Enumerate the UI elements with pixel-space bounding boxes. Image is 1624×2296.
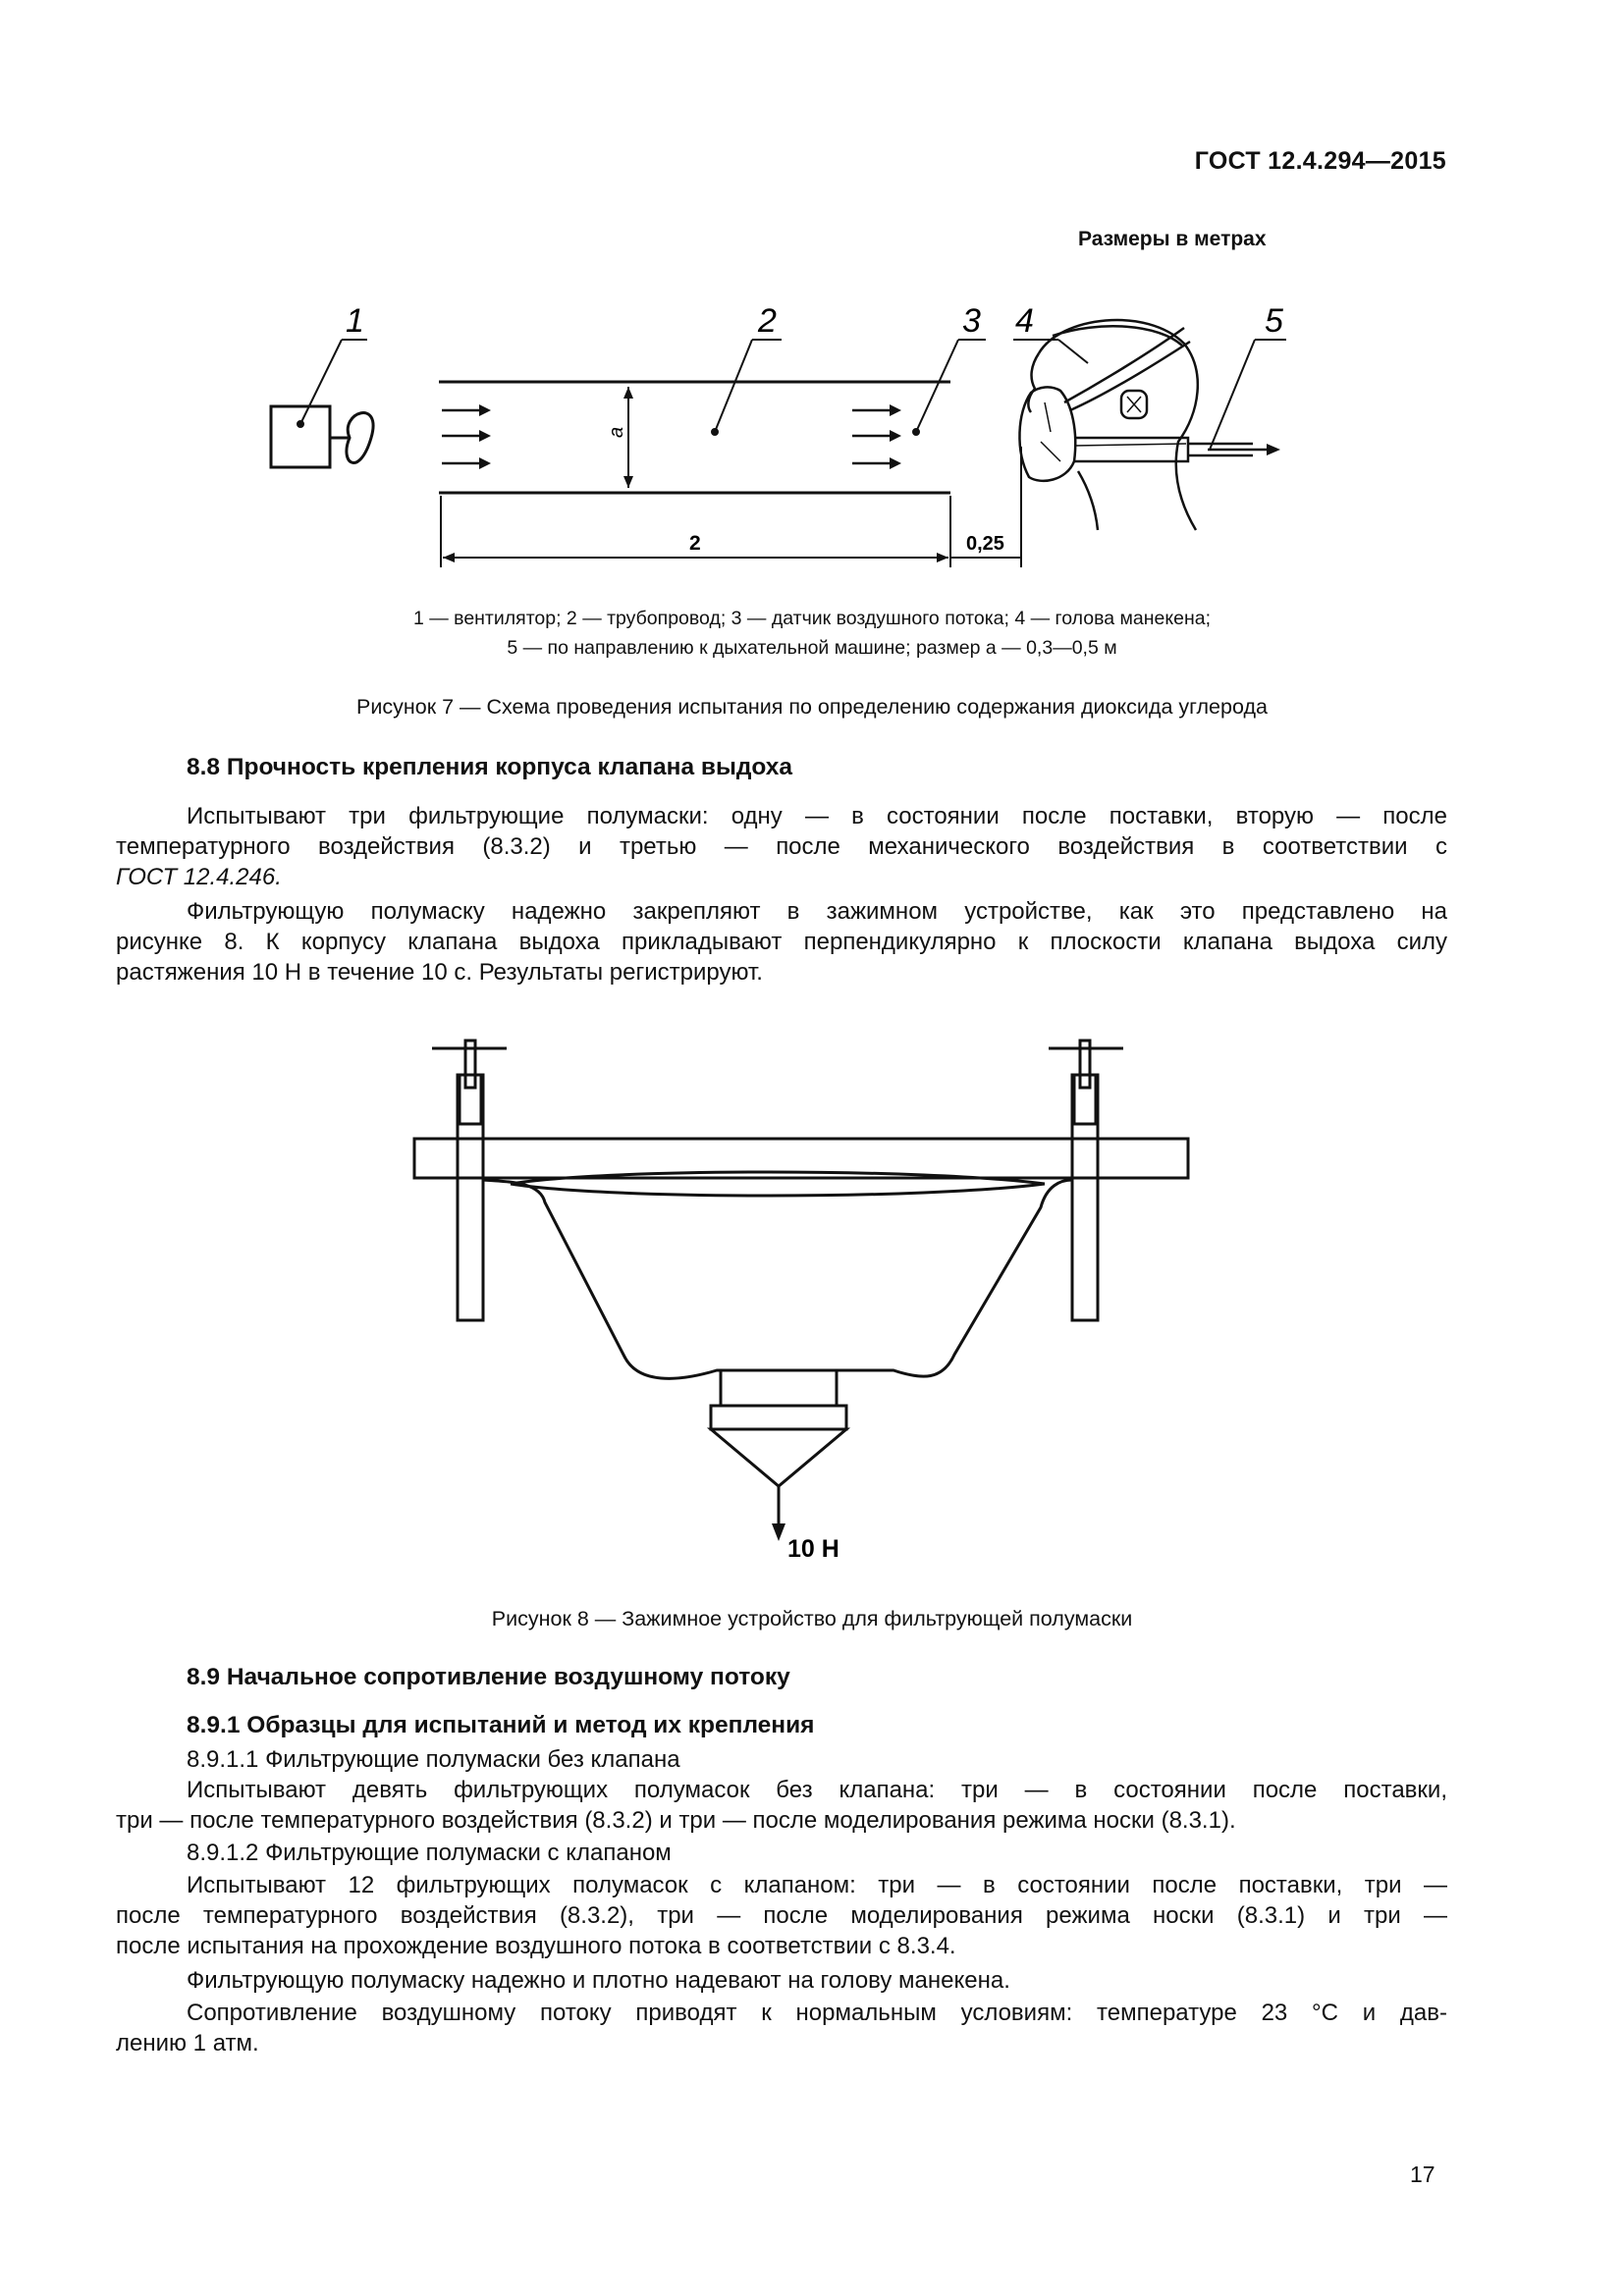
item-8-9-1-1-title: 8.9.1.1 Фильтрующие полумаски без клапана [187, 1746, 680, 1773]
right-clamp-post [1072, 1075, 1098, 1320]
callout-2: 2 [758, 302, 777, 340]
item-8-9-1-2-title: 8.9.1.2 Фильтрующие полумаски с клапаном [187, 1840, 672, 1866]
figure-8-caption: Рисунок 8 — Зажимное устройство для фильтрующей полумаски [491, 1607, 1133, 1630]
left-clamp-post [458, 1075, 483, 1320]
dimension-gap: 0,25 [966, 533, 1004, 555]
dimension-length: 2 [689, 532, 701, 555]
section-8-9-heading: 8.9 Начальное сопротивление воздушному потоку [187, 1664, 790, 1690]
callout-4: 4 [1015, 302, 1034, 340]
force-label: 10 Н [787, 1535, 839, 1563]
page-number: 17 [1410, 2162, 1435, 2187]
valve-housing [721, 1370, 837, 1406]
document-number: ГОСТ 12.4.294—2015 [1194, 147, 1446, 175]
section-8-8-heading: 8.8 Прочность крепления корпуса клапана выдоха [187, 754, 793, 780]
units-note: Размеры в метрах [1078, 228, 1267, 250]
section-8-9-1-heading: 8.9.1 Образцы для испытаний и метод их крепления [187, 1712, 815, 1738]
normalization-paragraph: Сопротивление воздушному потоку приводят к нормальным условиям: температуре 23 °С и дав- лению 1 атм. [116, 2000, 1447, 2056]
valve-cone [711, 1429, 846, 1486]
section-8-8-paragraph-1: Испытывают три фильтрующие полумаски: одну — в состоянии после поставки, вторую — после температурного воздействия (8.3.2) и третью — после механического воздействия в соответствии с ГОСТ 12.4.246. [116, 803, 1447, 890]
section-8-8-paragraph-2: Фильтрующую полумаску надежно закрепляют в зажимном устройстве, как это представлено на рисунке 8. К корпусу клапана выдоха прикладывают перпендикулярно к плоскости клапана выдоха силу растяжения 10 Н в течение 10 с. Результаты регистрируют. [116, 898, 1447, 986]
figure-7-legend-line-2: 5 — по направлению к дыхательной машине; размер а — 0,3—0,5 м [507, 637, 1117, 659]
item-8-9-1-2-text: Испытывают 12 фильтрующих полумасок с клапаном: три — в состоянии после поставки, три — после температурного воздействия (8.3.2), три — после моделирования режима носки (8.3.1) и три — после испытания на прохождение воздушного потока в соответствии с 8.3.4. [116, 1872, 1447, 1959]
figure-7-diagram [0, 0, 1624, 589]
item-8-9-1-1-text: Испытывают девять фильтрующих полумасок без клапана: три — в состоянии после поставки, три — после температурного воздействия (8.3.2) и три — после моделирования режима носки (8.3.1). [116, 1777, 1447, 1834]
figure-8-diagram [0, 1021, 1624, 1571]
figure-7-caption: Рисунок 7 — Схема проведения испытания по определению содержания диоксида углерода [356, 695, 1268, 719]
fan-blade [347, 413, 373, 463]
airflow-arrows [442, 410, 890, 463]
fan-box [271, 406, 330, 467]
callout-1: 1 [346, 302, 364, 340]
dummy-head [1019, 320, 1253, 530]
figure-7-legend-line-1: 1 — вентилятор; 2 — трубопровод; 3 — датчик воздушного потока; 4 — голова манекена; [413, 608, 1211, 629]
fit-paragraph: Фильтрующую полумаску надежно и плотно надевают на голову манекена. [187, 1967, 1010, 1994]
valve-cap [711, 1406, 846, 1429]
callout-5: 5 [1265, 302, 1283, 340]
callout-3: 3 [962, 302, 981, 340]
half-mask-body [483, 1180, 1072, 1378]
dimension-height: а [606, 426, 627, 438]
